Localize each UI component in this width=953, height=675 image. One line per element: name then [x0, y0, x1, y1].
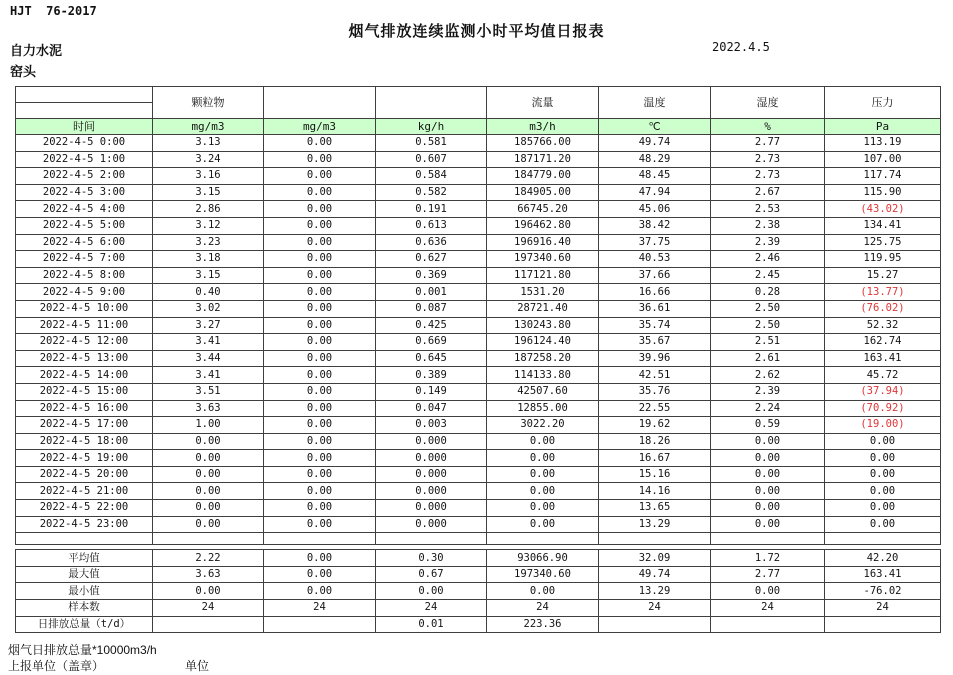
summary-value-cell: 197340.60 — [487, 566, 599, 583]
data-row — [16, 201, 941, 218]
value-cell: 40.53 — [599, 251, 711, 268]
value-cell: 0.047 — [376, 400, 487, 417]
value-cell: 2.61 — [711, 350, 825, 367]
column-group-header — [264, 87, 376, 119]
value-cell: 0.00 — [264, 466, 376, 483]
value-cell: 37.66 — [599, 267, 711, 284]
data-row — [16, 317, 941, 334]
value-cell: 0.00 — [264, 217, 376, 234]
blank-cell — [153, 533, 264, 545]
value-cell: 0.00 — [264, 334, 376, 351]
data-row — [16, 466, 941, 483]
summary-value-cell: 0.00 — [711, 583, 825, 600]
value-cell: 38.42 — [599, 217, 711, 234]
summary-value-cell: 0.00 — [376, 583, 487, 600]
time-cell: 2022-4-5 11:00 — [16, 317, 153, 334]
value-cell: 37.75 — [599, 234, 711, 251]
value-cell: 3.15 — [153, 184, 264, 201]
value-cell: 0.582 — [376, 184, 487, 201]
value-cell: 0.000 — [376, 516, 487, 533]
value-cell: 130243.80 — [487, 317, 599, 334]
time-cell: 2022-4-5 8:00 — [16, 267, 153, 284]
data-row — [16, 433, 941, 450]
value-cell: 0.00 — [711, 433, 825, 450]
site-name: 窑头 — [10, 64, 37, 79]
value-cell: 15.27 — [825, 267, 941, 284]
value-cell: 0.00 — [264, 184, 376, 201]
value-cell: 16.66 — [599, 284, 711, 301]
time-cell: 2022-4-5 14:00 — [16, 367, 153, 384]
data-row — [16, 417, 941, 434]
summary-row — [16, 583, 941, 600]
value-cell: 2.24 — [711, 400, 825, 417]
time-column-header: 时间 — [16, 119, 153, 135]
summary-value-cell: 0.00 — [264, 566, 376, 583]
value-cell: 162.74 — [825, 334, 941, 351]
value-cell: 14.16 — [599, 483, 711, 500]
value-cell: 0.369 — [376, 267, 487, 284]
value-cell: 15.16 — [599, 466, 711, 483]
value-cell: 45.06 — [599, 201, 711, 218]
summary-value-cell: -76.02 — [825, 583, 941, 600]
value-cell: 35.76 — [599, 383, 711, 400]
header-blank-cell — [16, 87, 153, 103]
value-cell: 0.00 — [153, 483, 264, 500]
value-cell: 3.27 — [153, 317, 264, 334]
data-row — [16, 516, 941, 533]
value-cell: 3.41 — [153, 334, 264, 351]
value-cell: 0.00 — [264, 450, 376, 467]
summary-value-cell: 24 — [711, 600, 825, 617]
blank-cell — [16, 533, 153, 545]
value-cell: 0.00 — [711, 500, 825, 517]
value-cell: 47.94 — [599, 184, 711, 201]
value-cell: 3.16 — [153, 168, 264, 185]
blank-cell — [487, 533, 599, 545]
time-cell: 2022-4-5 19:00 — [16, 450, 153, 467]
value-cell: 0.00 — [825, 483, 941, 500]
time-cell: 2022-4-5 6:00 — [16, 234, 153, 251]
data-row — [16, 300, 941, 317]
value-cell: 0.00 — [264, 500, 376, 517]
summary-value-cell: 24 — [599, 600, 711, 617]
unit-header-cell: ℃ — [599, 119, 711, 135]
value-cell: 0.00 — [487, 516, 599, 533]
value-cell: 0.40 — [153, 284, 264, 301]
value-cell: 0.00 — [825, 450, 941, 467]
data-row — [16, 217, 941, 234]
time-cell: 2022-4-5 23:00 — [16, 516, 153, 533]
value-cell: 35.74 — [599, 317, 711, 334]
value-cell: 0.00 — [264, 300, 376, 317]
value-cell: 13.65 — [599, 500, 711, 517]
value-cell: 0.627 — [376, 251, 487, 268]
summary-value-cell: 24 — [153, 600, 264, 617]
value-cell: 0.59 — [711, 417, 825, 434]
column-group-header: 湿度 — [711, 87, 825, 119]
value-cell: 114133.80 — [487, 367, 599, 384]
value-cell: 2.50 — [711, 317, 825, 334]
value-cell: 107.00 — [825, 151, 941, 168]
blank-cell — [264, 533, 376, 545]
value-cell: 0.00 — [264, 201, 376, 218]
summary-value-cell: 24 — [264, 600, 376, 617]
summary-value-cell: 24 — [825, 600, 941, 617]
summary-value-cell: 24 — [376, 600, 487, 617]
value-cell: 3.51 — [153, 383, 264, 400]
time-cell: 2022-4-5 4:00 — [16, 201, 153, 218]
data-row — [16, 184, 941, 201]
value-cell: 0.00 — [487, 483, 599, 500]
data-row — [16, 251, 941, 268]
value-cell: 0.003 — [376, 417, 487, 434]
summary-value-cell — [153, 616, 264, 633]
value-cell: 28721.40 — [487, 300, 599, 317]
table-body — [16, 87, 941, 633]
value-cell: 0.00 — [264, 284, 376, 301]
summary-label-cell: 平均值 — [16, 550, 153, 567]
data-row — [16, 483, 941, 500]
value-cell: 0.00 — [153, 450, 264, 467]
value-cell: 1.00 — [153, 417, 264, 434]
value-cell: 125.75 — [825, 234, 941, 251]
value-cell: 0.00 — [264, 367, 376, 384]
value-cell: 2.73 — [711, 151, 825, 168]
value-cell: 0.00 — [825, 516, 941, 533]
data-row — [16, 334, 941, 351]
data-row — [16, 267, 941, 284]
value-cell: 48.29 — [599, 151, 711, 168]
monitoring-data-table — [15, 86, 941, 633]
summary-value-cell: 49.74 — [599, 566, 711, 583]
value-cell: 0.613 — [376, 217, 487, 234]
summary-value-cell: 93066.90 — [487, 550, 599, 567]
value-cell: 0.669 — [376, 334, 487, 351]
value-cell: 0.00 — [153, 433, 264, 450]
summary-value-cell: 0.00 — [153, 583, 264, 600]
value-cell: 2.39 — [711, 383, 825, 400]
summary-label-cell: 最小值 — [16, 583, 153, 600]
value-cell: 66745.20 — [487, 201, 599, 218]
value-cell: 0.389 — [376, 367, 487, 384]
value-cell: 113.19 — [825, 135, 941, 152]
summary-value-cell: 32.09 — [599, 550, 711, 567]
value-cell: 2.67 — [711, 184, 825, 201]
summary-value-cell — [599, 616, 711, 633]
value-cell: (43.02) — [825, 201, 941, 218]
value-cell: 3.15 — [153, 267, 264, 284]
value-cell: 0.28 — [711, 284, 825, 301]
value-cell: 0.00 — [487, 450, 599, 467]
value-cell: 3.24 — [153, 151, 264, 168]
time-cell: 2022-4-5 0:00 — [16, 135, 153, 152]
page-title: 烟气排放连续监测小时平均值日报表 — [348, 23, 605, 40]
data-row — [16, 350, 941, 367]
value-cell: 0.636 — [376, 234, 487, 251]
value-cell: 0.00 — [825, 500, 941, 517]
time-cell: 2022-4-5 18:00 — [16, 433, 153, 450]
value-cell: 0.607 — [376, 151, 487, 168]
value-cell: 2.62 — [711, 367, 825, 384]
time-cell: 2022-4-5 2:00 — [16, 168, 153, 185]
value-cell: 0.00 — [264, 317, 376, 334]
value-cell: 2.50 — [711, 300, 825, 317]
footer-unit-label: 单位 — [185, 659, 210, 673]
unit-header-cell: % — [711, 119, 825, 135]
value-cell: 187258.20 — [487, 350, 599, 367]
footer-note: 烟气日排放总量*10000m3/h — [8, 643, 157, 657]
blank-cell — [376, 533, 487, 545]
time-cell: 2022-4-5 13:00 — [16, 350, 153, 367]
column-group-header: 温度 — [599, 87, 711, 119]
summary-value-cell: 42.20 — [825, 550, 941, 567]
value-cell: 3.13 — [153, 135, 264, 152]
column-group-header: 压力 — [825, 87, 941, 119]
blank-cell — [711, 533, 825, 545]
value-cell: (19.00) — [825, 417, 941, 434]
data-row — [16, 500, 941, 517]
value-cell: 0.000 — [376, 483, 487, 500]
value-cell: 0.00 — [264, 234, 376, 251]
column-group-header: 流量 — [487, 87, 599, 119]
data-row — [16, 151, 941, 168]
value-cell: 0.584 — [376, 168, 487, 185]
value-cell: 2.51 — [711, 334, 825, 351]
value-cell: 2.86 — [153, 201, 264, 218]
blank-row — [16, 533, 941, 545]
value-cell: 1531.20 — [487, 284, 599, 301]
value-cell: 134.41 — [825, 217, 941, 234]
time-cell: 2022-4-5 7:00 — [16, 251, 153, 268]
value-cell: 185766.00 — [487, 135, 599, 152]
column-group-header — [376, 87, 487, 119]
value-cell: 0.000 — [376, 466, 487, 483]
time-cell: 2022-4-5 3:00 — [16, 184, 153, 201]
value-cell: 196462.80 — [487, 217, 599, 234]
value-cell: 22.55 — [599, 400, 711, 417]
value-cell: 42.51 — [599, 367, 711, 384]
value-cell: 119.95 — [825, 251, 941, 268]
time-cell: 2022-4-5 20:00 — [16, 466, 153, 483]
value-cell: 35.67 — [599, 334, 711, 351]
value-cell: 0.149 — [376, 383, 487, 400]
time-cell: 2022-4-5 5:00 — [16, 217, 153, 234]
value-cell: 0.087 — [376, 300, 487, 317]
time-cell: 2022-4-5 9:00 — [16, 284, 153, 301]
time-cell: 2022-4-5 17:00 — [16, 417, 153, 434]
unit-header-cell: kg/h — [376, 119, 487, 135]
value-cell: 115.90 — [825, 184, 941, 201]
value-cell: 0.645 — [376, 350, 487, 367]
value-cell: 0.00 — [153, 466, 264, 483]
summary-label-cell: 日排放总量（t/d） — [16, 616, 153, 633]
company-name: 自力水泥 — [10, 43, 63, 58]
summary-label-cell: 样本数 — [16, 600, 153, 617]
standard-number: HJT 76-2017 — [10, 4, 97, 18]
unit-header-cell: Pa — [825, 119, 941, 135]
summary-value-cell: 2.22 — [153, 550, 264, 567]
value-cell: 163.41 — [825, 350, 941, 367]
value-cell: 0.425 — [376, 317, 487, 334]
value-cell: 0.00 — [825, 433, 941, 450]
unit-header-row — [16, 119, 941, 135]
summary-value-cell: 0.00 — [264, 550, 376, 567]
value-cell: 0.191 — [376, 201, 487, 218]
value-cell: 0.000 — [376, 500, 487, 517]
value-cell: 48.45 — [599, 168, 711, 185]
value-cell: 39.96 — [599, 350, 711, 367]
value-cell: 19.62 — [599, 417, 711, 434]
unit-header-cell: mg/m3 — [264, 119, 376, 135]
value-cell: 196124.40 — [487, 334, 599, 351]
value-cell: 0.00 — [711, 450, 825, 467]
header-row-top — [16, 87, 941, 103]
value-cell: 36.61 — [599, 300, 711, 317]
summary-row — [16, 550, 941, 567]
value-cell: (13.77) — [825, 284, 941, 301]
value-cell: 3.44 — [153, 350, 264, 367]
value-cell: 2.73 — [711, 168, 825, 185]
summary-value-cell: 3.63 — [153, 566, 264, 583]
data-row — [16, 284, 941, 301]
value-cell: (37.94) — [825, 383, 941, 400]
time-cell: 2022-4-5 1:00 — [16, 151, 153, 168]
value-cell: 0.000 — [376, 450, 487, 467]
value-cell: 0.00 — [711, 483, 825, 500]
header-blank-cell — [16, 103, 153, 119]
summary-value-cell: 223.36 — [487, 616, 599, 633]
summary-value-cell: 0.00 — [487, 583, 599, 600]
value-cell: 18.26 — [599, 433, 711, 450]
time-cell: 2022-4-5 12:00 — [16, 334, 153, 351]
summary-value-cell: 0.00 — [264, 583, 376, 600]
value-cell: 117121.80 — [487, 267, 599, 284]
value-cell: 3.63 — [153, 400, 264, 417]
value-cell: 0.00 — [264, 417, 376, 434]
summary-row — [16, 566, 941, 583]
value-cell: 3.02 — [153, 300, 264, 317]
summary-value-cell: 163.41 — [825, 566, 941, 583]
value-cell: 12855.00 — [487, 400, 599, 417]
summary-value-cell: 0.01 — [376, 616, 487, 633]
value-cell: 16.67 — [599, 450, 711, 467]
time-cell: 2022-4-5 16:00 — [16, 400, 153, 417]
summary-value-cell — [711, 616, 825, 633]
value-cell: 42507.60 — [487, 383, 599, 400]
data-row — [16, 135, 941, 152]
value-cell: 0.00 — [264, 400, 376, 417]
value-cell: 0.00 — [153, 500, 264, 517]
value-cell: 0.00 — [264, 483, 376, 500]
value-cell: 0.00 — [487, 466, 599, 483]
value-cell: 3.12 — [153, 217, 264, 234]
data-row — [16, 383, 941, 400]
value-cell: 0.581 — [376, 135, 487, 152]
value-cell: 2.53 — [711, 201, 825, 218]
data-row — [16, 367, 941, 384]
blank-cell — [825, 533, 941, 545]
data-row — [16, 400, 941, 417]
value-cell: 0.00 — [264, 168, 376, 185]
summary-row — [16, 600, 941, 617]
value-cell: 0.00 — [264, 135, 376, 152]
time-cell: 2022-4-5 21:00 — [16, 483, 153, 500]
value-cell: 0.001 — [376, 284, 487, 301]
value-cell: 187171.20 — [487, 151, 599, 168]
summary-value-cell: 0.30 — [376, 550, 487, 567]
value-cell: 0.00 — [711, 516, 825, 533]
value-cell: 0.00 — [264, 383, 376, 400]
footer-report-unit: 上报单位（盖章） — [8, 659, 105, 673]
summary-value-cell: 24 — [487, 600, 599, 617]
value-cell: 0.00 — [264, 267, 376, 284]
value-cell: 184905.00 — [487, 184, 599, 201]
value-cell: 2.39 — [711, 234, 825, 251]
summary-label-cell: 最大值 — [16, 566, 153, 583]
time-cell: 2022-4-5 22:00 — [16, 500, 153, 517]
value-cell: 49.74 — [599, 135, 711, 152]
value-cell: 117.74 — [825, 168, 941, 185]
value-cell: (70.92) — [825, 400, 941, 417]
value-cell: 2.46 — [711, 251, 825, 268]
unit-header-cell: m3/h — [487, 119, 599, 135]
value-cell: 0.00 — [487, 500, 599, 517]
value-cell: 2.38 — [711, 217, 825, 234]
summary-value-cell: 0.67 — [376, 566, 487, 583]
value-cell: 196916.40 — [487, 234, 599, 251]
data-row — [16, 168, 941, 185]
value-cell: 52.32 — [825, 317, 941, 334]
data-row — [16, 234, 941, 251]
value-cell: 2.77 — [711, 135, 825, 152]
value-cell: 3.23 — [153, 234, 264, 251]
value-cell: 3.41 — [153, 367, 264, 384]
report-date: 2022.4.5 — [712, 40, 770, 54]
summary-row — [16, 616, 941, 633]
value-cell: 2.45 — [711, 267, 825, 284]
value-cell: 3.18 — [153, 251, 264, 268]
value-cell: 0.00 — [711, 466, 825, 483]
summary-value-cell — [825, 616, 941, 633]
time-cell: 2022-4-5 10:00 — [16, 300, 153, 317]
value-cell: 0.00 — [264, 516, 376, 533]
value-cell: 184779.00 — [487, 168, 599, 185]
summary-value-cell: 2.77 — [711, 566, 825, 583]
value-cell: 0.00 — [264, 433, 376, 450]
value-cell: 0.00 — [487, 433, 599, 450]
summary-value-cell: 13.29 — [599, 583, 711, 600]
summary-value-cell: 1.72 — [711, 550, 825, 567]
blank-cell — [599, 533, 711, 545]
data-row — [16, 450, 941, 467]
value-cell: 0.00 — [825, 466, 941, 483]
value-cell: 197340.60 — [487, 251, 599, 268]
value-cell: 45.72 — [825, 367, 941, 384]
value-cell: 13.29 — [599, 516, 711, 533]
value-cell: 0.00 — [264, 251, 376, 268]
value-cell: 0.000 — [376, 433, 487, 450]
column-group-header: 颗粒物 — [153, 87, 264, 119]
value-cell: 0.00 — [264, 151, 376, 168]
summary-value-cell — [264, 616, 376, 633]
unit-header-cell: mg/m3 — [153, 119, 264, 135]
value-cell: 0.00 — [153, 516, 264, 533]
value-cell: 0.00 — [264, 350, 376, 367]
time-cell: 2022-4-5 15:00 — [16, 383, 153, 400]
value-cell: 3022.20 — [487, 417, 599, 434]
value-cell: (76.02) — [825, 300, 941, 317]
